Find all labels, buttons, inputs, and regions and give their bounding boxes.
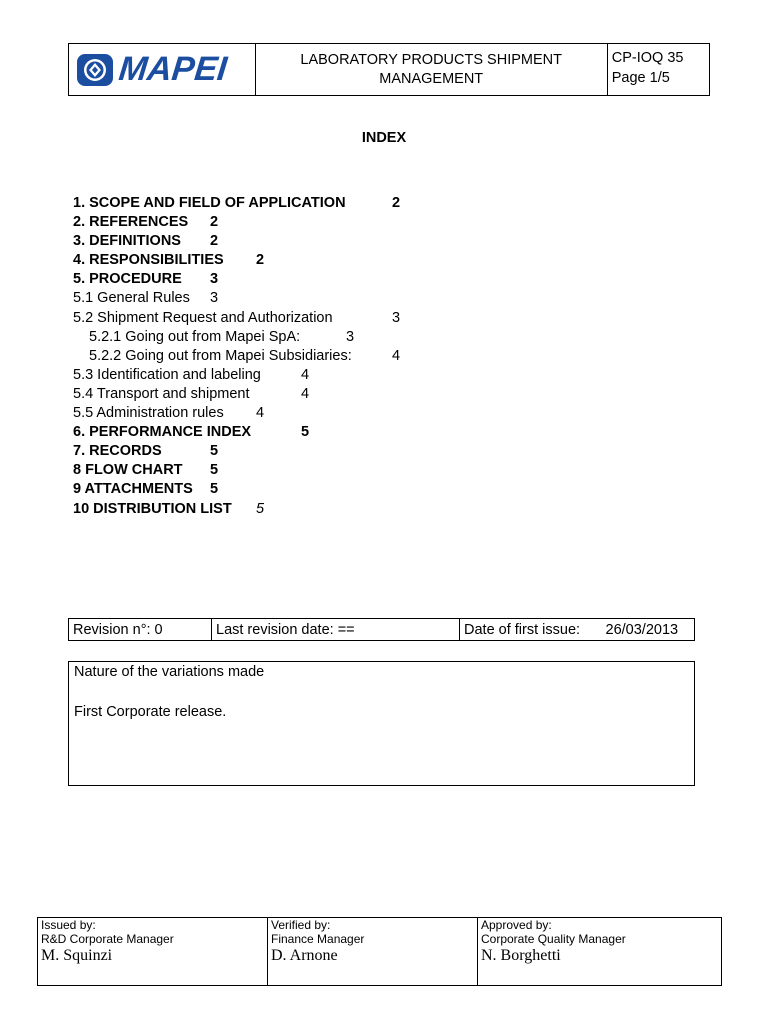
toc-entry (73, 289, 352, 308)
approved-by-name: N. Borghetti (481, 947, 561, 964)
logo-cell (69, 44, 256, 96)
title-line-2: MANAGEMENT (379, 70, 484, 87)
toc-entry (73, 366, 352, 385)
document-code-cell (607, 44, 709, 96)
last-revision-date: Last revision date: == (212, 619, 460, 641)
approved-by-label: Approved by: (481, 918, 552, 932)
mapei-emblem-icon (75, 50, 115, 90)
toc-page: 2 (210, 214, 219, 231)
toc-entry (73, 480, 352, 499)
toc-page: 5 (210, 462, 219, 479)
toc-entry (73, 213, 352, 232)
toc-label: 1. SCOPE AND FIELD OF APPLICATION (73, 195, 346, 211)
toc-page: 5 (301, 424, 310, 441)
issued-by-cell (38, 918, 268, 986)
document-title (255, 44, 607, 96)
verified-by-name: D. Arnone (271, 947, 338, 964)
toc-entry (73, 442, 352, 461)
toc-entry (73, 404, 352, 423)
toc-entry (73, 500, 352, 519)
issued-by-name: M. Squinzi (41, 947, 113, 964)
toc-page: 4 (392, 347, 401, 364)
toc-label: 7. RECORDS (73, 443, 162, 460)
revision-table (68, 618, 695, 641)
verified-by-cell (268, 918, 478, 986)
toc-entry (73, 328, 355, 347)
variations-text: First Corporate release. (74, 704, 227, 720)
table-of-contents (73, 194, 401, 519)
toc-page: 3 (210, 271, 219, 288)
toc-label: 5.2.1 Going out from Mapei SpA: (89, 328, 301, 345)
toc-entry (73, 461, 352, 480)
first-issue-date: 26/03/2013 (605, 621, 679, 638)
toc-entry (73, 232, 352, 251)
toc-entry (73, 270, 352, 289)
title-line-1: LABORATORY PRODUCTS SHIPMENT (300, 51, 562, 68)
variations-heading: Nature of the variations made (74, 664, 265, 680)
toc-label: 5.5 Administration rules (73, 405, 224, 422)
toc-label: 5.4 Transport and shipment (73, 385, 250, 402)
toc-entry (73, 194, 401, 213)
toc-page: 5 (256, 500, 265, 517)
logo-text: MAPEI (117, 50, 229, 88)
issued-by-role: R&D Corporate Manager (41, 932, 174, 946)
toc-label: 5.2 Shipment Request and Authorization (73, 309, 333, 326)
toc-label: 5.3 Identification and labeling (73, 366, 261, 383)
first-issue-label: Date of first issue: (464, 621, 581, 638)
verified-by-role: Finance Manager (271, 932, 365, 946)
issued-by-label: Issued by: (41, 918, 96, 932)
toc-page: 4 (256, 405, 265, 422)
toc-page: 5 (210, 481, 219, 498)
toc-label: 9 ATTACHMENTS (73, 481, 193, 498)
toc-page: 4 (301, 385, 310, 402)
toc-page: 3 (346, 328, 355, 345)
toc-label: 6. PERFORMANCE INDEX (73, 424, 252, 441)
toc-label: 4. RESPONSIBILITIES (73, 252, 224, 269)
toc-page: 3 (392, 309, 401, 326)
toc-page: 2 (210, 233, 219, 250)
variations-box (68, 661, 695, 786)
verified-by-label: Verified by: (271, 918, 331, 932)
approved-by-cell (478, 918, 722, 986)
first-issue-cell (460, 619, 695, 641)
toc-label: 5. PROCEDURE (73, 271, 182, 288)
toc-label: 8 FLOW CHART (73, 462, 183, 479)
toc-entry (73, 251, 352, 270)
approved-by-role: Corporate Quality Manager (481, 932, 626, 946)
document-header (68, 43, 710, 96)
toc-page: 4 (301, 366, 310, 383)
document-code: CP-IOQ 35 (611, 50, 684, 66)
toc-entry (73, 347, 401, 366)
signature-table (37, 917, 722, 986)
toc-page: 2 (392, 195, 401, 211)
toc-entry (73, 423, 352, 442)
index-title: INDEX (361, 130, 407, 146)
mapei-logo (69, 44, 255, 95)
toc-page: 2 (256, 252, 265, 269)
toc-label: 5.1 General Rules (73, 290, 190, 307)
page-number: Page 1/5 (611, 70, 670, 86)
toc-label: 5.2.2 Going out from Mapei Subsidiaries: (89, 347, 352, 364)
toc-entry (73, 385, 352, 404)
toc-label: 2. REFERENCES (73, 214, 189, 231)
revision-number: Revision n°: 0 (69, 619, 212, 641)
toc-page: 3 (210, 290, 219, 307)
toc-entry (73, 309, 401, 328)
toc-label: 3. DEFINITIONS (73, 233, 181, 250)
toc-label: 10 DISTRIBUTION LIST (73, 500, 232, 517)
toc-page: 5 (210, 443, 219, 460)
